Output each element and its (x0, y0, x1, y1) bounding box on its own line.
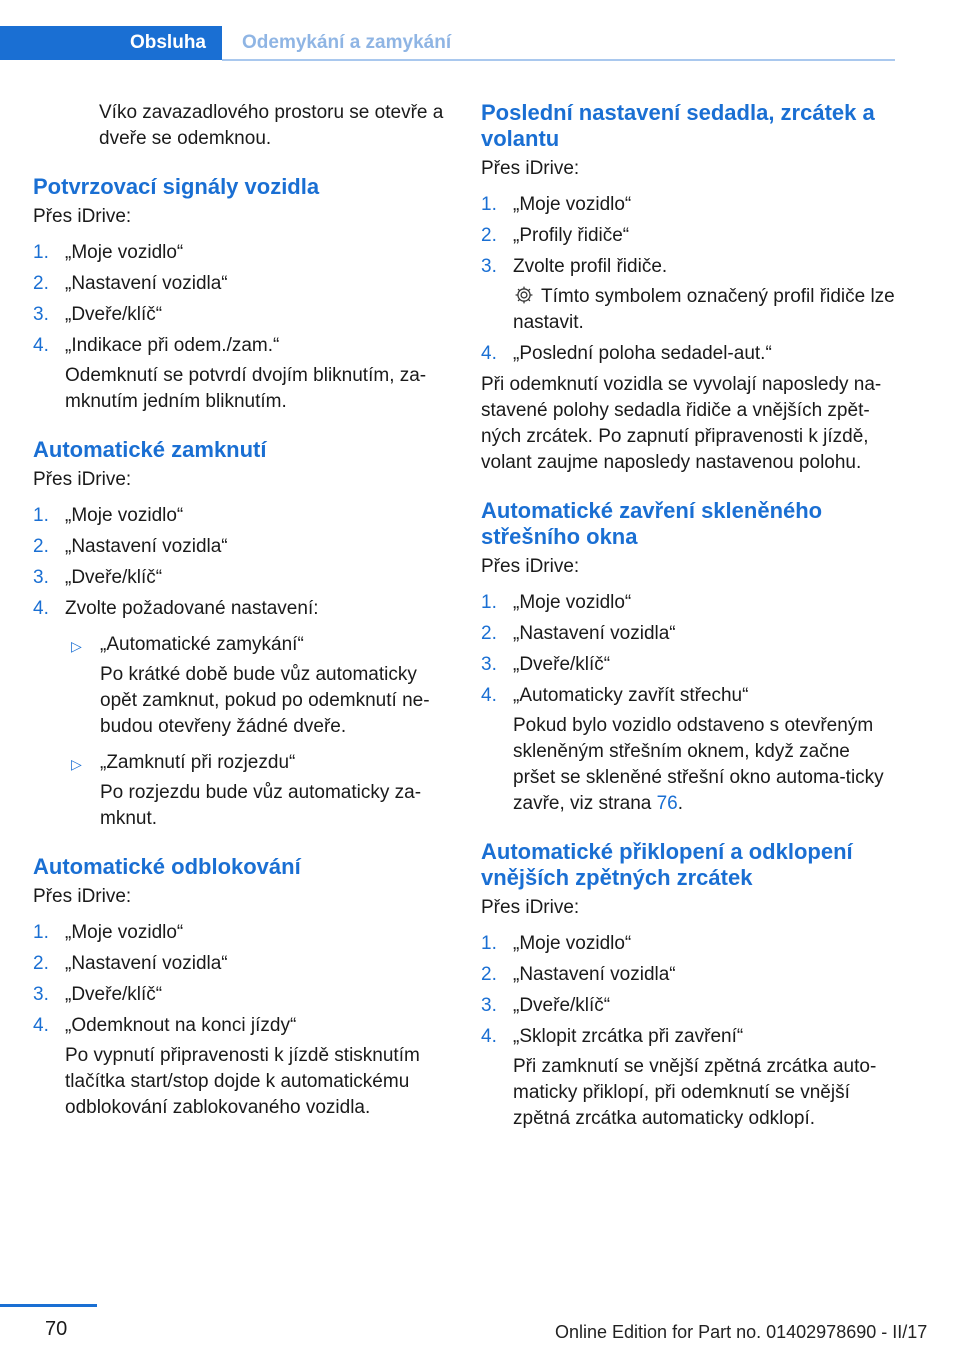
header-divider (222, 59, 895, 61)
step-text: Zvolte požadované nastavení: (65, 598, 319, 619)
step-item (481, 341, 896, 367)
step-item (481, 962, 896, 988)
step-number: 1. (481, 592, 497, 613)
step-list (481, 931, 896, 1132)
step-item (481, 683, 896, 817)
step-list (33, 240, 448, 415)
via-idrive: Přes iDrive: (481, 556, 580, 577)
section-roof-close (481, 498, 896, 817)
step-item (33, 565, 448, 591)
step-number: 4. (33, 1015, 49, 1036)
option-label: „Zamknutí při rozjezdu“ (100, 752, 296, 773)
step-number: 1. (33, 242, 49, 263)
step-item (33, 271, 448, 297)
section-title: Automatické přiklopení a odklopení vnějších zpětných zrcátek (481, 839, 853, 890)
step-text: „Poslední poloha sedadel-aut.“ (513, 343, 772, 364)
step-item (33, 333, 448, 415)
step-text: „Moje vozidlo“ (513, 933, 632, 954)
step-item (33, 920, 448, 946)
step-item (33, 951, 448, 977)
step-number: 2. (33, 953, 49, 974)
step-text: „Nastavení vozidla“ (65, 273, 228, 294)
step-number: 2. (33, 536, 49, 557)
section-title: Poslední nastavení sedadla, zrcátek a volantu (481, 100, 875, 151)
step-item (481, 621, 896, 647)
step-note (513, 713, 896, 817)
step-list (481, 590, 896, 817)
option-text: Po rozjezdu bude vůz automaticky za-mknut. (100, 782, 422, 829)
step-text: „Nastavení vozidla“ (65, 536, 228, 557)
step-number: 4. (33, 335, 49, 356)
step-number: 4. (33, 598, 49, 619)
section-auto-lock (33, 437, 448, 832)
tab-section[interactable]: Odemykání a zamykání (242, 32, 452, 53)
step-number: 2. (481, 225, 497, 246)
section-confirmation-signals (33, 174, 448, 415)
section-title: Potvrzovací signály vozidla (33, 174, 320, 199)
step-item (33, 534, 448, 560)
step-text: „Dveře/klíč“ (65, 567, 163, 588)
step-item (33, 596, 448, 832)
option-label: „Automatické zamykání“ (100, 634, 304, 655)
via-idrive: Přes iDrive: (33, 886, 132, 907)
step-text: „Dveře/klíč“ (65, 984, 163, 1005)
step-item (481, 590, 896, 616)
section-auto-unlock (33, 854, 448, 1121)
step-item (481, 993, 896, 1019)
option-item (65, 632, 448, 740)
step-list (33, 920, 448, 1121)
step-number: 3. (481, 995, 497, 1016)
section-title: Automatické zavření skleněného střešního okna (481, 498, 823, 549)
via-idrive: Přes iDrive: (33, 206, 132, 227)
step-text: „Nastavení vozidla“ (513, 623, 676, 644)
step-text: „Nastavení vozidla“ (513, 964, 676, 985)
edition-text: Online Edition for Part no. 01402978690 - II/17 (555, 1322, 928, 1342)
step-text: „Odemknout na konci jízdy“ (65, 1015, 297, 1036)
step-note: Odemknutí se potvrdí dvojím bliknutím, za-mknutím jedním bliknutím. (65, 365, 427, 412)
section-mirrors (481, 839, 896, 1132)
via-idrive: Přes iDrive: (481, 158, 580, 179)
triangle-bullet-icon: ▷ (71, 638, 82, 654)
step-text: „Moje vozidlo“ (513, 592, 632, 613)
step-list (481, 192, 896, 367)
step-text: „Moje vozidlo“ (65, 922, 184, 943)
note-end: . (677, 793, 684, 814)
step-number: 2. (481, 964, 497, 985)
section-title: Automatické zamknutí (33, 437, 267, 462)
step-item (481, 1024, 896, 1132)
step-text: „Profily řidiče“ (513, 225, 630, 246)
page-number: 70 (45, 1318, 68, 1340)
step-item (33, 1013, 448, 1121)
step-number: 3. (33, 984, 49, 1005)
step-number: 2. (481, 623, 497, 644)
gear-icon (513, 284, 535, 306)
step-text: „Nastavení vozidla“ (65, 953, 228, 974)
page-link[interactable]: 76 (656, 793, 678, 814)
step-item (481, 192, 896, 218)
step-text: „Sklopit zrcátka při zavření“ (513, 1026, 744, 1047)
step-item (481, 223, 896, 249)
step-text: „Moje vozidlo“ (65, 242, 184, 263)
step-list (33, 503, 448, 832)
triangle-bullet-icon: ▷ (71, 756, 82, 772)
step-item (481, 931, 896, 957)
step-item (33, 503, 448, 529)
step-number: 1. (481, 194, 497, 215)
step-text: „Moje vozidlo“ (65, 505, 184, 526)
page-header (0, 26, 895, 60)
footer-accent-line (0, 1304, 97, 1307)
step-note (513, 284, 896, 336)
step-text: „Dveře/klíč“ (513, 654, 611, 675)
step-number: 3. (33, 567, 49, 588)
step-number: 4. (481, 685, 497, 706)
note-text: Pokud bylo vozidlo odstaveno s otevřeným skleněným střešním oknem, když začne pršet se skleněné střešní okno automa-ticky zavře, viz strana (513, 715, 884, 814)
intro-text: Víko zavazadlového prostoru se otevře a dveře se odemknou. (99, 102, 444, 149)
section-title: Automatické odblokování (33, 854, 301, 879)
step-note: Po vypnutí připravenosti k jízdě stisknutím tlačítka start/stop dojde k automatickému odblokování zablokovaného vozidla. (65, 1045, 420, 1118)
step-number: 4. (481, 343, 497, 364)
step-item (33, 240, 448, 266)
step-number: 1. (33, 922, 49, 943)
step-number: 3. (481, 654, 497, 675)
option-item (65, 750, 448, 832)
step-text: „Dveře/klíč“ (65, 304, 163, 325)
tab-chapter[interactable]: Obsluha (0, 26, 222, 60)
section-last-settings (481, 100, 896, 476)
option-text: Po krátké době bude vůz automaticky opět zamknut, pokud po odemknutí ne-budou otevřeny žádné dveře. (100, 664, 430, 737)
step-text: „Moje vozidlo“ (513, 194, 632, 215)
step-number: 4. (481, 1026, 497, 1047)
step-text: Zvolte profil řidiče. (513, 256, 668, 277)
step-number: 2. (33, 273, 49, 294)
step-number: 3. (33, 304, 49, 325)
step-item (33, 982, 448, 1008)
via-idrive: Přes iDrive: (33, 469, 132, 490)
step-text: „Automaticky zavřít střechu“ (513, 685, 749, 706)
step-number: 1. (481, 933, 497, 954)
via-idrive: Přes iDrive: (481, 897, 580, 918)
step-item (481, 652, 896, 678)
paragraph: Při odemknutí vozidla se vyvolají naposledy na-stavené polohy sedadla řidiče a vnějších zpět-ných zrcátek. Po zapnutí připravenosti k jízdě, volant zaujme naposledy nastavenou polohu. (481, 374, 882, 473)
right-column (481, 100, 896, 1137)
option-list (65, 632, 448, 832)
gear-note-text: Tímto symbolem označený profil řidiče lze nastavit. (513, 286, 895, 333)
step-item (481, 254, 896, 336)
step-note: Při zamknutí se vnější zpětná zrcátka auto-maticky přiklopí, při odemknutí se vnější zpětná zrcátka automaticky odklopí. (513, 1056, 877, 1129)
step-text: „Indikace při odem./zam.“ (65, 335, 280, 356)
step-text: „Dveře/klíč“ (513, 995, 611, 1016)
step-item (33, 302, 448, 328)
step-number: 3. (481, 256, 497, 277)
left-column (33, 100, 448, 1126)
step-number: 1. (33, 505, 49, 526)
